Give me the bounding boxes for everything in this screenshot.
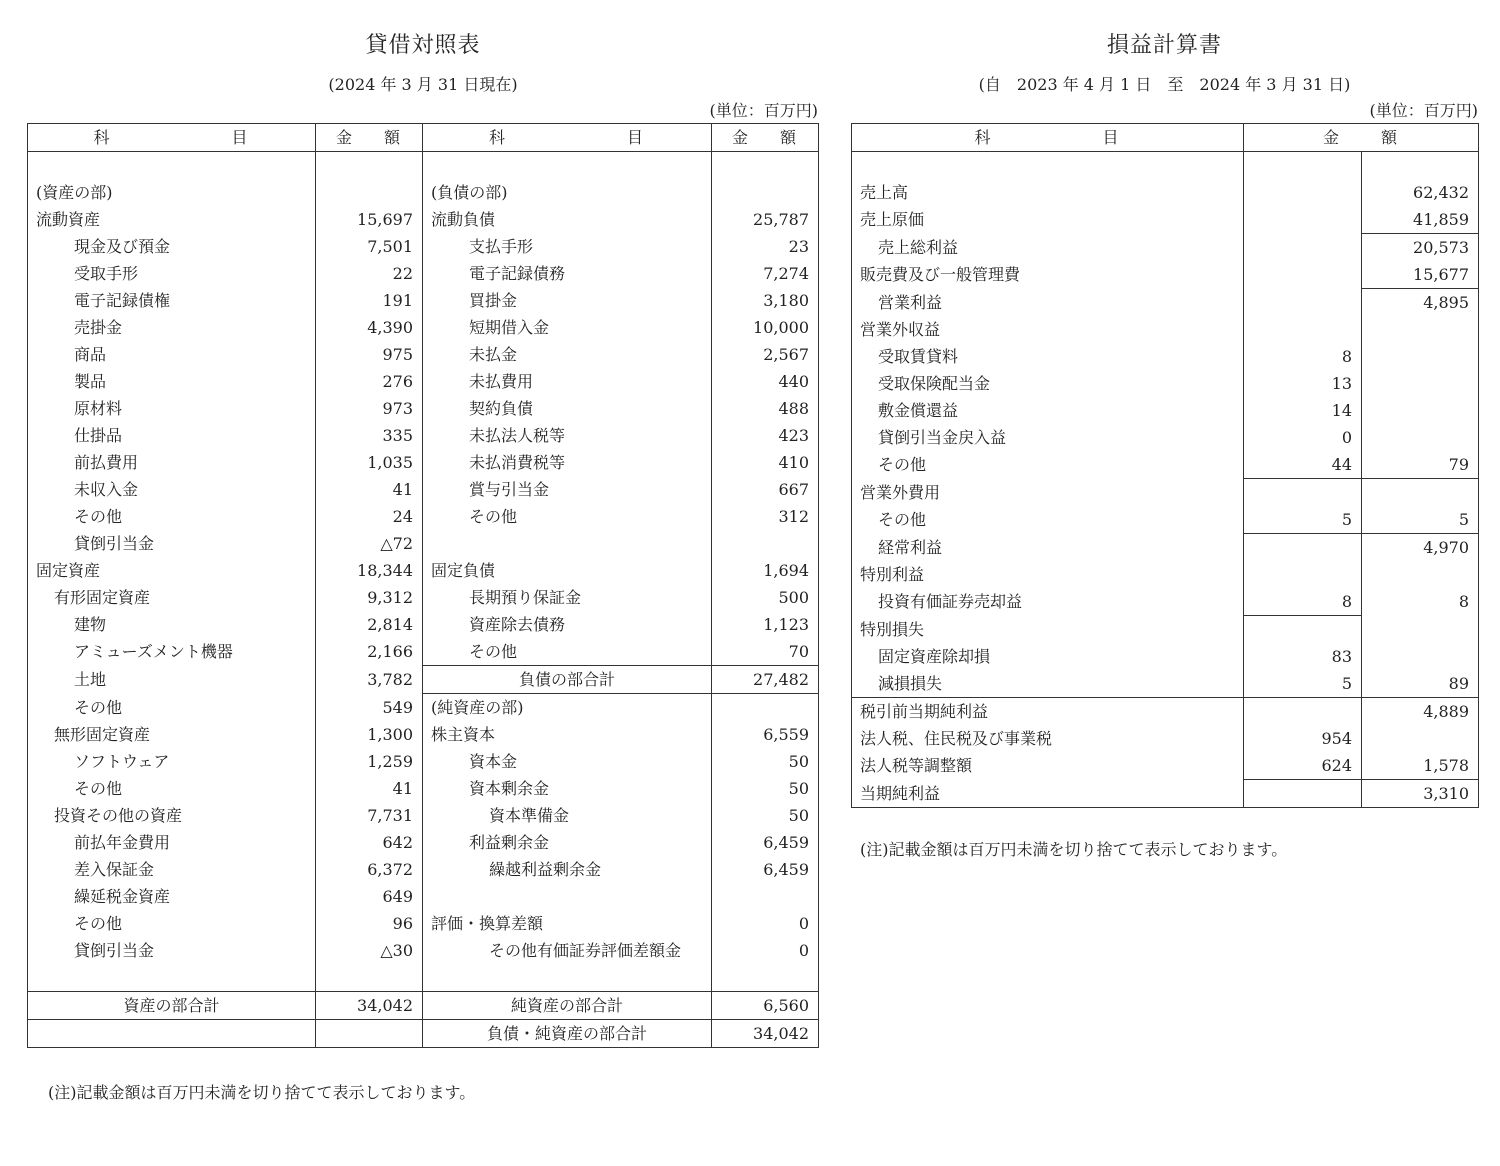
is-item-label: 貸倒引当金戻入益 [852,424,1244,451]
is-total-amount: 15,677 [1362,261,1479,289]
is-total-amount: 5 [1362,506,1479,534]
bs-asset-label: 差入保証金 [28,856,316,883]
is-spacer [1362,152,1479,180]
bs-asset-value: 41 [316,476,423,503]
bs-asset-label: その他 [28,694,316,722]
bs-asset-label: 無形固定資産 [28,721,316,748]
bs-liability-label: 支払手形 [423,233,712,260]
is-sub-amount [1244,561,1362,588]
bs-liability-value: 423 [712,422,819,449]
is-row [852,206,1479,234]
bs-liability-label [423,883,712,910]
bs-row [28,314,819,341]
bs-liability-value: 1,694 [712,557,819,584]
bs-row [28,829,819,856]
bs-liability-label: その他有価証券評価差額金 [423,937,712,964]
is-total-amount: 8 [1362,588,1479,616]
is-row [852,179,1479,206]
bs-asset-value: 1,035 [316,449,423,476]
is-total-amount: 41,859 [1362,206,1479,234]
bs-liability-value: 500 [712,584,819,611]
is-total-amount: 62,432 [1362,179,1479,206]
is-header-amount-char2: 額 [1381,128,1400,147]
bs-liability-value: 410 [712,449,819,476]
bs-liability-label: 長期預り保証金 [423,584,712,611]
bs-liability-label: 評価・換算差額 [423,910,712,937]
bs-liability-value: 0 [712,937,819,964]
bs-liability-value [712,883,819,910]
is-sub-amount [1244,179,1362,206]
is-item-label: その他 [852,506,1244,534]
bs-asset-value: 2,814 [316,611,423,638]
is-item-label: 営業外費用 [852,479,1244,507]
bs-liability-value: 23 [712,233,819,260]
is-header-amount [1244,124,1479,152]
bs-asset-value: △72 [316,530,423,557]
balance-sheet-date: (2024 年 3 月 31 日現在) [328,75,518,94]
bs-header-item-left-char2: 目 [231,128,250,147]
bs-asset-label: 資産の部合計 [28,992,316,1020]
is-item-label: 経常利益 [852,534,1244,562]
is-item-label: 特別利益 [852,561,1244,588]
bs-liability-label: 資本準備金 [423,802,712,829]
bs-liability-label: 利益剰余金 [423,829,712,856]
is-total-amount [1362,561,1479,588]
is-header-amount-char1: 金 [1322,128,1341,147]
bs-asset-label: 未収入金 [28,476,316,503]
is-row [852,370,1479,397]
is-item-label: 法人税等調整額 [852,752,1244,780]
is-row [852,397,1479,424]
is-sub-amount: 13 [1244,370,1362,397]
bs-asset-value: 549 [316,694,423,722]
bs-row [28,287,819,314]
bs-row [28,233,819,260]
bs-liability-label: 資産除去債務 [423,611,712,638]
bs-asset-value: 2,166 [316,638,423,666]
is-item-label: 投資有価証券売却益 [852,588,1244,616]
bs-row [28,937,819,964]
bs-asset-label: 前払費用 [28,449,316,476]
is-total-amount [1362,643,1479,670]
bs-asset-label: 建物 [28,611,316,638]
is-item-label: 売上総利益 [852,234,1244,262]
bs-liability-value [712,179,819,206]
bs-liability-label: 未払費用 [423,368,712,395]
bs-asset-label: 電子記録債権 [28,287,316,314]
bs-liability-value: 7,274 [712,260,819,287]
bs-row [28,802,819,829]
bs-asset-label [28,1020,316,1048]
bs-header-item-right-char2: 目 [627,128,646,147]
is-item-label: 売上高 [852,179,1244,206]
bs-row [28,368,819,395]
bs-liability-label: 資本金 [423,748,712,775]
bs-asset-value: 7,501 [316,233,423,260]
bs-row [28,666,819,694]
is-total-amount [1362,424,1479,451]
is-sub-amount [1244,316,1362,343]
is-row [852,424,1479,451]
is-spacer-row [852,152,1479,180]
bs-liability-value [712,530,819,557]
is-row [852,451,1479,479]
bs-asset-label: 原材料 [28,395,316,422]
balance-sheet-note: (注)記載金額は百万円未満を切り捨てて表示しております。 [48,1083,476,1102]
is-row [852,752,1479,780]
is-total-amount: 4,970 [1362,534,1479,562]
bs-asset-label: 流動資産 [28,206,316,233]
bs-liability-value: 50 [712,748,819,775]
bs-liability-value: 3,180 [712,287,819,314]
bs-asset-value [316,1020,423,1048]
is-total-amount: 79 [1362,451,1479,479]
bs-liability-label: 株主資本 [423,721,712,748]
bs-row [28,748,819,775]
bs-row [28,341,819,368]
is-sub-amount [1244,479,1362,507]
balance-sheet-header-row [28,124,819,152]
bs-asset-value: 973 [316,395,423,422]
is-header-item-char1: 科 [974,128,993,147]
bs-asset-value: 191 [316,287,423,314]
bs-liability-label [423,964,712,992]
is-sub-amount [1244,698,1362,726]
is-row [852,698,1479,726]
is-total-amount [1362,316,1479,343]
income-statement-title: 損益計算書 [1106,33,1222,58]
bs-header-amount-left-char2: 額 [384,128,403,147]
is-total-amount [1362,479,1479,507]
is-sub-amount [1244,234,1362,262]
bs-asset-value: 4,390 [316,314,423,341]
bs-asset-value: 24 [316,503,423,530]
bs-header-amount-right-char1: 金 [731,128,750,147]
is-total-amount [1362,397,1479,424]
is-total-amount: 89 [1362,670,1479,698]
bs-liability-value: 27,482 [712,666,819,694]
is-sub-amount: 44 [1244,451,1362,479]
is-item-label: 営業外収益 [852,316,1244,343]
is-item-label: 特別損失 [852,616,1244,644]
is-row [852,289,1479,317]
is-sub-amount: 83 [1244,643,1362,670]
bs-asset-label: 貸倒引当金 [28,937,316,964]
is-row [852,534,1479,562]
bs-row [28,883,819,910]
bs-row [28,422,819,449]
bs-spacer-row [28,152,819,180]
bs-row [28,638,819,666]
is-total-amount: 3,310 [1362,780,1479,808]
bs-row [28,260,819,287]
bs-header-amount-left [316,124,423,152]
is-sub-amount: 0 [1244,424,1362,451]
is-row [852,479,1479,507]
bs-liability-value [712,964,819,992]
bs-asset-label: その他 [28,775,316,802]
bs-liability-value: 25,787 [712,206,819,233]
is-item-label: 固定資産除却損 [852,643,1244,670]
bs-asset-label: 繰延税金資産 [28,883,316,910]
bs-asset-value: 18,344 [316,557,423,584]
bs-asset-value: 34,042 [316,992,423,1020]
is-total-amount: 4,889 [1362,698,1479,726]
bs-row [28,721,819,748]
bs-liability-label: その他 [423,638,712,666]
bs-asset-label: アミューズメント機器 [28,638,316,666]
bs-asset-value: 6,372 [316,856,423,883]
bs-row [28,694,819,722]
bs-liability-label: 繰越利益剰余金 [423,856,712,883]
bs-asset-label: その他 [28,910,316,937]
is-row [852,588,1479,616]
bs-header-item-right [423,124,712,152]
is-sub-amount [1244,780,1362,808]
income-statement-header-row [852,124,1479,152]
bs-asset-label [28,964,316,992]
is-sub-amount [1244,206,1362,234]
income-statement-period: (自 2023 年 4 月 1 日 至 2024 年 3 月 31 日) [978,75,1351,94]
bs-asset-label: 現金及び預金 [28,233,316,260]
bs-liability-value: 6,559 [712,721,819,748]
bs-asset-label: (資産の部) [28,179,316,206]
bs-liability-value: 50 [712,775,819,802]
bs-row [28,584,819,611]
bs-row [28,775,819,802]
bs-asset-label: 貸倒引当金 [28,530,316,557]
bs-row [28,856,819,883]
bs-asset-value: 335 [316,422,423,449]
bs-asset-label: 商品 [28,341,316,368]
is-row [852,561,1479,588]
income-statement-note: (注)記載金額は百万円未満を切り捨てて表示しております。 [860,840,1288,859]
bs-asset-value: 22 [316,260,423,287]
is-row [852,725,1479,752]
bs-header-amount-right-char2: 額 [780,128,799,147]
is-sub-amount: 8 [1244,588,1362,616]
bs-asset-value: 3,782 [316,666,423,694]
bs-liability-label: 負債・純資産の部合計 [423,1020,712,1048]
bs-row [28,992,819,1020]
bs-asset-value: 15,697 [316,206,423,233]
is-item-label: その他 [852,451,1244,479]
bs-liability-label: 短期借入金 [423,314,712,341]
is-item-label: 受取賃貸料 [852,343,1244,370]
is-total-amount: 4,895 [1362,289,1479,317]
is-row [852,506,1479,534]
bs-liability-label: (負債の部) [423,179,712,206]
is-sub-amount: 14 [1244,397,1362,424]
is-total-amount: 20,573 [1362,234,1479,262]
is-sub-amount [1244,616,1362,644]
is-item-label: 当期純利益 [852,780,1244,808]
is-sub-amount: 8 [1244,343,1362,370]
bs-row [28,179,819,206]
is-header-item [852,124,1244,152]
is-row [852,343,1479,370]
bs-asset-value: 276 [316,368,423,395]
bs-liability-value: 6,459 [712,829,819,856]
bs-asset-label: 固定資産 [28,557,316,584]
bs-liability-label [423,530,712,557]
balance-sheet-title: 貸借対照表 [365,33,481,58]
is-item-label: 営業利益 [852,289,1244,317]
bs-header-item-left [28,124,316,152]
is-sub-amount [1244,289,1362,317]
bs-asset-value: 96 [316,910,423,937]
is-item-label: 減損損失 [852,670,1244,698]
is-total-amount [1362,370,1479,397]
bs-asset-label: 投資その他の資産 [28,802,316,829]
bs-liability-value: 0 [712,910,819,937]
is-row [852,780,1479,808]
bs-row [28,449,819,476]
bs-asset-label: 売掛金 [28,314,316,341]
bs-row [28,476,819,503]
is-item-label: 敷金償還益 [852,397,1244,424]
is-sub-amount [1244,534,1362,562]
is-total-amount [1362,616,1479,644]
bs-asset-label: 仕掛品 [28,422,316,449]
bs-row [28,1020,819,1048]
is-sub-amount [1244,261,1362,289]
bs-asset-label: ソフトウェア [28,748,316,775]
bs-row [28,557,819,584]
bs-liability-value: 440 [712,368,819,395]
bs-liability-label: 資本剰余金 [423,775,712,802]
bs-asset-label: 製品 [28,368,316,395]
bs-spacer [316,152,423,180]
bs-liability-label: 賞与引当金 [423,476,712,503]
is-sub-amount: 954 [1244,725,1362,752]
bs-liability-label: (純資産の部) [423,694,712,722]
bs-liability-label: 固定負債 [423,557,712,584]
bs-spacer [712,152,819,180]
is-total-amount [1362,343,1479,370]
bs-row [28,530,819,557]
bs-asset-value: 1,300 [316,721,423,748]
bs-asset-label: 前払年金費用 [28,829,316,856]
bs-liability-value: 6,560 [712,992,819,1020]
bs-asset-value: 41 [316,775,423,802]
bs-spacer [28,152,316,180]
bs-liability-label: 未払金 [423,341,712,368]
bs-liability-label: 未払法人税等 [423,422,712,449]
is-header-item-char2: 目 [1102,128,1121,147]
income-statement-unit: (単位：百万円) [1369,101,1478,120]
bs-header-amount-left-char1: 金 [335,128,354,147]
bs-liability-value: 10,000 [712,314,819,341]
bs-header-item-left-char1: 科 [93,128,112,147]
is-row [852,234,1479,262]
bs-asset-value: 642 [316,829,423,856]
is-row [852,670,1479,698]
is-item-label: 税引前当期純利益 [852,698,1244,726]
bs-asset-value: 7,731 [316,802,423,829]
is-row [852,316,1479,343]
bs-liability-value: 34,042 [712,1020,819,1048]
bs-asset-value [316,964,423,992]
bs-header-amount-right [712,124,819,152]
bs-liability-label: 負債の部合計 [423,666,712,694]
bs-liability-label: その他 [423,503,712,530]
is-item-label: 法人税、住民税及び事業税 [852,725,1244,752]
bs-row [28,611,819,638]
is-spacer [1244,152,1362,180]
is-spacer [852,152,1244,180]
bs-asset-value: 9,312 [316,584,423,611]
balance-sheet-unit: (単位：百万円) [709,101,818,120]
is-item-label: 受取保険配当金 [852,370,1244,397]
bs-liability-value: 488 [712,395,819,422]
bs-spacer [423,152,712,180]
bs-liability-value: 1,123 [712,611,819,638]
bs-header-item-right-char1: 科 [488,128,507,147]
bs-liability-value: 312 [712,503,819,530]
income-statement-table [851,123,1479,808]
is-total-amount: 1,578 [1362,752,1479,780]
is-item-label: 売上原価 [852,206,1244,234]
is-sub-amount: 624 [1244,752,1362,780]
bs-asset-value: 975 [316,341,423,368]
is-row [852,643,1479,670]
bs-liability-value: 70 [712,638,819,666]
bs-liability-value [712,694,819,722]
bs-asset-label: 受取手形 [28,260,316,287]
bs-liability-value: 667 [712,476,819,503]
balance-sheet-table [27,123,819,1048]
bs-liability-label: 電子記録債務 [423,260,712,287]
bs-asset-label: その他 [28,503,316,530]
bs-asset-label: 有形固定資産 [28,584,316,611]
is-sub-amount: 5 [1244,670,1362,698]
bs-asset-value: 1,259 [316,748,423,775]
bs-asset-value: △30 [316,937,423,964]
bs-liability-label: 純資産の部合計 [423,992,712,1020]
is-total-amount [1362,725,1479,752]
bs-liability-value: 50 [712,802,819,829]
bs-row [28,206,819,233]
is-row [852,616,1479,644]
bs-asset-value: 649 [316,883,423,910]
bs-liability-label: 流動負債 [423,206,712,233]
bs-liability-label: 契約負債 [423,395,712,422]
bs-asset-value [316,179,423,206]
is-sub-amount: 5 [1244,506,1362,534]
is-item-label: 販売費及び一般管理費 [852,261,1244,289]
bs-asset-label: 土地 [28,666,316,694]
bs-row [28,395,819,422]
bs-row [28,964,819,992]
is-row [852,261,1479,289]
bs-liability-label: 買掛金 [423,287,712,314]
bs-liability-value: 2,567 [712,341,819,368]
bs-row [28,503,819,530]
bs-liability-label: 未払消費税等 [423,449,712,476]
bs-liability-value: 6,459 [712,856,819,883]
bs-row [28,910,819,937]
